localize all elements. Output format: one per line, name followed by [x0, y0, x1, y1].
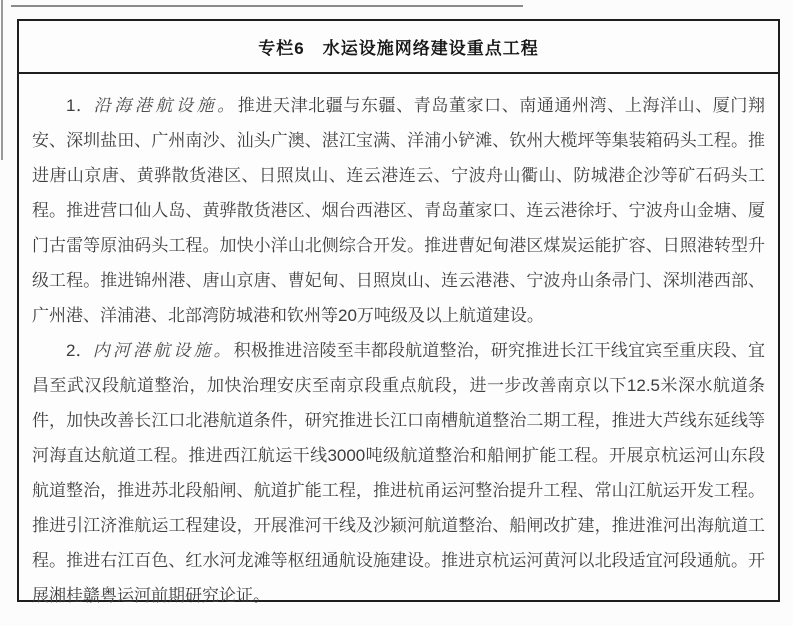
paragraph-text: 积极推进涪陵至丰都段航道整治，研究推进长江干线宜宾至重庆段、宜昌至武汉段航道整治，加快治理安庆至南京段重点航段，进一步改善南京以下12.5米深水航道条件，加快改善长江口北港航道条件，研究推进长江口南槽航道整治二期工程，推进大芦线东延线等河海直达航道工程。推进西江航运干线3000吨级航道整治和船闸扩能工程。开展京杭运河山东段航道整治，推进苏北段船闸、航道扩能工程，推进杭甬运河整治提升工程、常山江航运开发工程。推进引江济淮航运工程建设，开展淮河干线及沙颍河航道整治、船闸改扩建，推进淮河出海航道工程。推进右江百色、红水河龙滩等枢纽通航设施建设。推进京杭运河黄河以北段适宜河段通航。开展湘桂赣粤运河前期研究论证。: [32, 341, 766, 605]
column-box-title: 专栏6 水运设施网络建设重点工程: [19, 21, 778, 74]
paragraph-text: 推进天津北疆与东疆、青岛董家口、南通通州湾、上海洋山、厦门翔安、深圳盐田、广州南沙、汕头广澳、湛江宝满、洋浦小铲滩、钦州大榄坪等集装箱码头工程。推进唐山京唐、黄骅散货港区、日照岚山、连云港连云、宁波舟山衢山、防城港企沙等矿石码头工程。推进营口仙人岛、黄骅散货港区、烟台西港区、青岛董家口、连云港徐圩、宁波舟山金塘、厦门古雷等原油码头工程。加快小洋山北侧综合开发。推进曹妃甸港区煤炭运能扩容、日照港转型升级工程。推进锦州港、唐山京唐、曹妃甸、日照岚山、连云港港、宁波舟山条帚门、深圳港西部、广州港、洋浦港、北部湾防城港和钦州等20万吨级及以上航道建设。: [32, 96, 765, 325]
scan-artifact-left-line: [1, 0, 3, 160]
paragraph-lead-term: 内河港航设施。: [92, 341, 234, 360]
column-box-body: [19, 74, 778, 613]
column-box: [17, 19, 780, 605]
paragraph-number: 1．: [66, 96, 94, 115]
paragraph-inland-waterways: [32, 333, 765, 613]
paragraph-lead-term: 沿海港航设施。: [93, 96, 238, 115]
paragraph-coastal-ports: [32, 88, 765, 333]
scan-artifact-top-line: [11, 5, 523, 7]
paragraph-number: 2．: [66, 341, 93, 360]
